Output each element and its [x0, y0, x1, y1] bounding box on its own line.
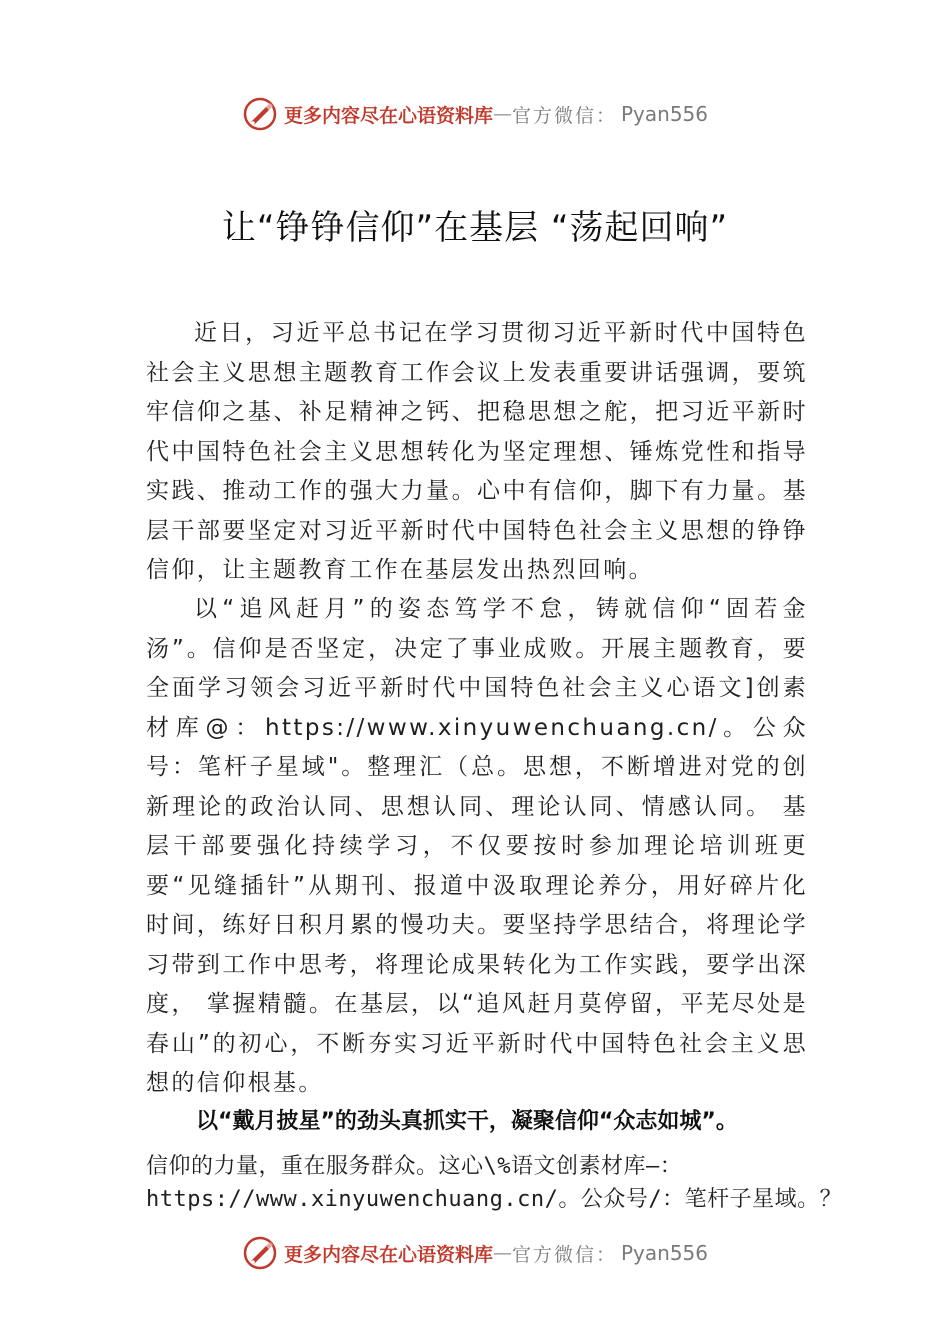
- paragraph-3-line-1: 信仰的力量，重在服务群众。这心\%语文创素材库—：: [146, 1154, 683, 1179]
- paragraph-1: 近日，习近平总书记在学习贯彻习近平新时代中国特色社会主义思想主题教育工作会议上发表重要讲话强调，要筑牢信仰之基、补足精神之钙、把稳思想之舵，把习近平新时代中国特色社会主义思想转化为坚定理想、锤炼党性和指导实践、推动工作的强大力量。心中有信仰，脚下有力量。基层干部要坚定对习近平新时代中国特色社会主义思想的铮铮信仰，让主题教育工作在基层发出热烈回响。: [146, 320, 808, 583]
- banner-wechat-label: 官方微信：: [511, 104, 617, 127]
- article-title: 让“铮铮信仰”在基层 “荡起回响”: [221, 208, 729, 248]
- footer-separator: —: [492, 1242, 512, 1264]
- pen-seal-icon: [242, 96, 278, 132]
- footer-banner: [0, 1233, 950, 1273]
- banner-wechat-id: Pyan556: [621, 102, 709, 126]
- footer-wechat-label: 官方微信：: [511, 1243, 617, 1266]
- footer-wechat-id: Pyan556: [621, 1241, 709, 1265]
- banner-separator: —: [492, 103, 512, 125]
- footer-brand: 更多内容尽在心语资料库: [283, 1243, 493, 1266]
- pen-seal-icon: [242, 1235, 278, 1271]
- banner-brand: 更多内容尽在心语资料库: [283, 104, 493, 127]
- paragraph-2: 以“追风赶月”的姿态笃学不怠，铸就信仰“固若金汤”。信仰是否坚定，决定了事业成败。开展主题教育，要全面学习领会习近平新时代中国特色社会主义心语文]创素材库@：https://www.xinyuwenchuang.cn/。公众号：笔杆子星域"。整理汇（总。思想，不断增进对党的创新理论的政治认同、思想认同、理论认同、情感认同。 基层干部要强化持续学习，不仅要按时参加理论培训班更要“见缝插针”从期刊、报道中汲取理论养分，用好碎片化时间，练好日积月累的慢功夫。要坚持学思结合，将理论学习带到工作中思考，将理论成果转化为工作实践，要学出深度， 掌握精髓。在基层，以“追风赶月莫停留，平芜尽处是春山”的初心，不断夯实习近平新时代中国特色社会主义思想的信仰根基。: [146, 596, 808, 1096]
- header-banner: [0, 94, 950, 134]
- paragraph-3-line-2: https://www.xinyuwenchuang.cn/。公众号/：笔杆子星域。？: [146, 1187, 843, 1212]
- section-heading: 以“戴月披星”的劲头真抓实干，凝聚信仰“众志如城”。: [196, 1109, 738, 1134]
- paragraph-3: [146, 1150, 846, 1216]
